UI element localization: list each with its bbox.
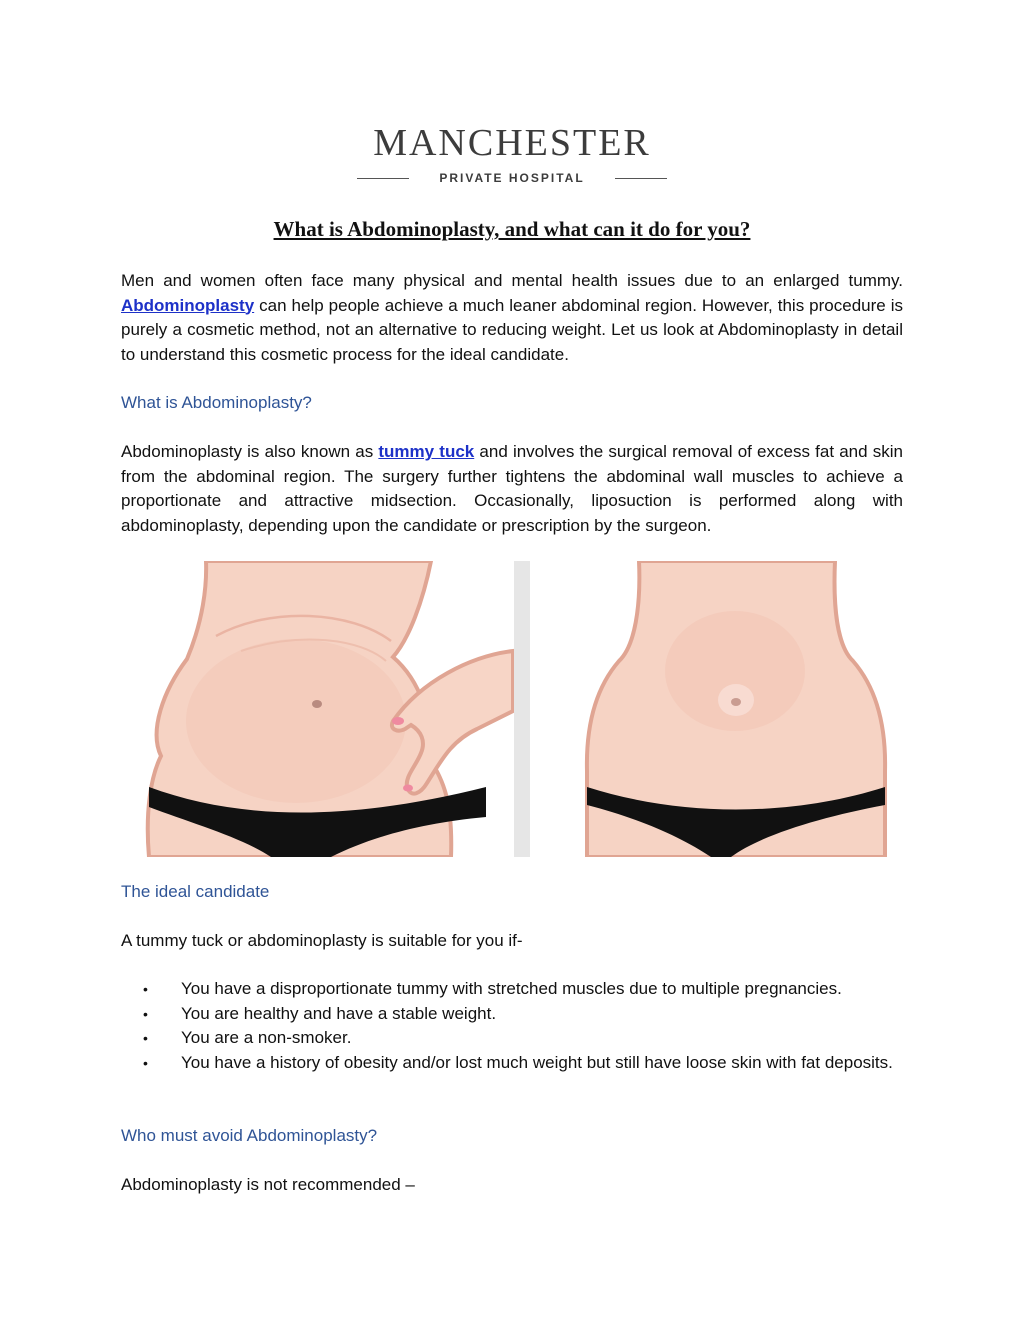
section-heading-ideal-candidate: The ideal candidate <box>121 882 270 901</box>
bullet-icon: • <box>143 1005 148 1022</box>
before-torso-illustration <box>148 561 513 857</box>
list-item <box>121 1026 903 1051</box>
bullet-icon: • <box>143 981 148 997</box>
ideal-candidate-lead: A tummy tuck or abdominoplasty is suitable for you if- <box>121 931 523 950</box>
section-heading-what-is: What is Abdominoplasty? <box>121 393 312 412</box>
definition-text-before: Abdominoplasty is also known as <box>121 442 379 461</box>
definition-text-after: and involves the surgical removal of excess fat and skin from the abdominal region. The surgery further tightens the abdominal wall muscles to achieve a proportionate and attractive midsection. Occasionally, liposuction is performed along with abdominoplasty, depending upon the candidate or prescription by the surgeon. <box>121 442 903 535</box>
not-recommended-lead: Abdominoplasty is not recommended – <box>121 1175 415 1194</box>
list-item <box>121 977 903 1002</box>
list-item <box>121 1002 903 1027</box>
definition-paragraph <box>121 440 903 538</box>
logo-subtitle-row <box>340 168 684 188</box>
logo-rule-right <box>615 178 667 179</box>
panel-divider <box>514 561 530 857</box>
logo-brand-name: MANCHESTER <box>373 122 651 164</box>
logo-rule-left <box>357 178 409 179</box>
tummy-tuck-link[interactable]: tummy tuck <box>378 442 475 461</box>
before-after-illustration <box>121 561 903 857</box>
list-item-text: You have a history of obesity and/or lost much weight but still have loose skin with fat deposits. <box>181 1052 893 1072</box>
section-heading-who-must-avoid: Who must avoid Abdominoplasty? <box>121 1126 378 1145</box>
intro-text-after: can help people achieve a much leaner abdominal region. However, this procedure is purely a cosmetic method, not an alternative to reducing weight. Let us look at Abdominoplasty in detail to understand this cosmetic process for the ideal candidate. <box>121 295 903 364</box>
hospital-logo <box>340 118 684 188</box>
list-item-text: You have a disproportionate tummy with stretched muscles due to multiple pregnancies. <box>181 979 842 998</box>
page-title: What is Abdominoplasty, and what can it do for you? <box>273 217 751 241</box>
abdominoplasty-link[interactable]: Abdominoplasty <box>121 295 255 315</box>
bullet-icon: • <box>143 1030 148 1046</box>
list-item-text: You are healthy and have a stable weight. <box>181 1003 497 1023</box>
after-torso-illustration <box>587 561 885 857</box>
intro-paragraph <box>121 269 903 367</box>
intro-text-before: Men and women often face many physical and mental health issues due to an enlarged tummy. <box>121 271 903 290</box>
logo-subtitle: PRIVATE HOSPITAL <box>439 171 585 185</box>
ideal-candidate-list <box>121 977 903 1075</box>
list-item-text: You are a non-smoker. <box>181 1028 352 1047</box>
list-item <box>121 1051 903 1076</box>
bullet-icon: • <box>143 1054 148 1071</box>
